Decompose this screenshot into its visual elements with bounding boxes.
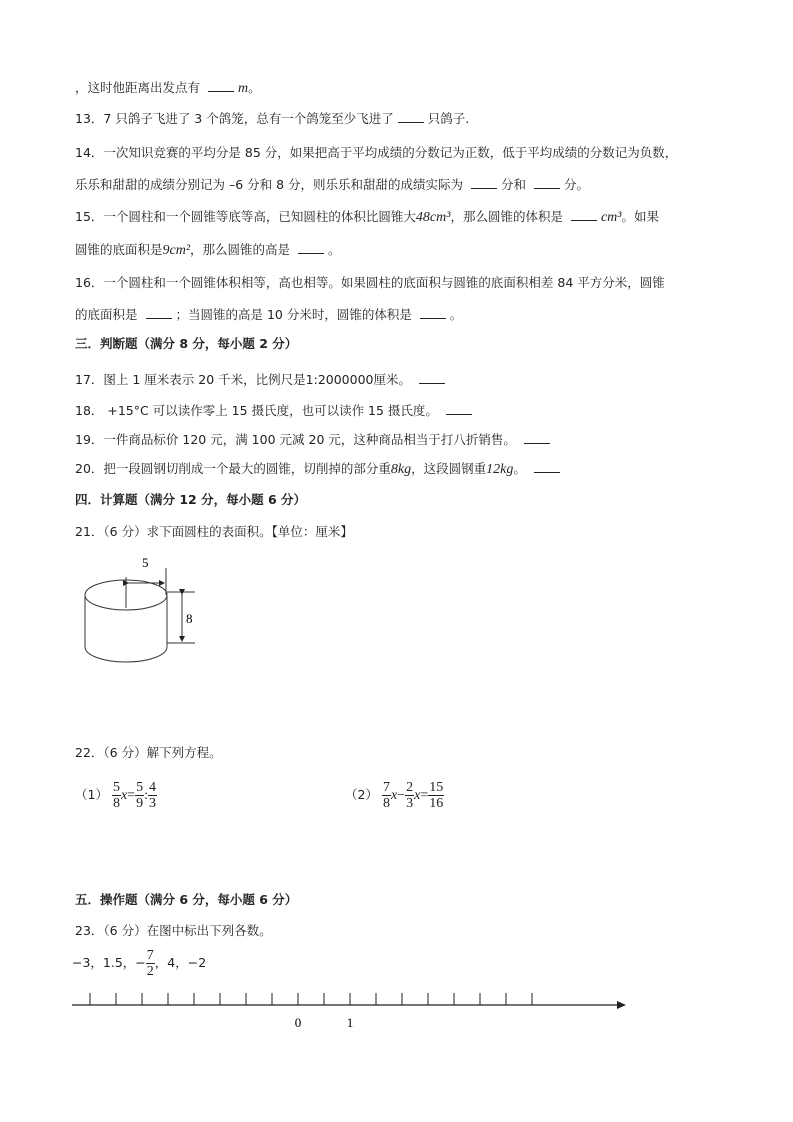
text: 17．图上 1 厘米表示 20 千米，比例尺是1:2000000厘米。 xyxy=(75,372,411,387)
fraction: $\frac{2}{3}$ xyxy=(406,780,414,811)
answer-blank[interactable] xyxy=(571,208,597,221)
text: 13．7 只鸽子飞进了 3 个鸽笼，总有一个鸽笼至少飞进了 xyxy=(75,111,394,126)
text: 分和 xyxy=(501,177,527,192)
label: （2） xyxy=(345,787,378,802)
cylinder-figure xyxy=(70,550,210,665)
text: 。 xyxy=(513,461,526,476)
answer-blank[interactable] xyxy=(419,371,445,384)
answer-blank[interactable] xyxy=(471,176,497,189)
fraction: $\frac{7}{8}$ xyxy=(382,780,390,811)
axis-label-zero: 0 xyxy=(294,1015,302,1030)
question-22: 22．（6 分）解下列方程。 xyxy=(75,745,222,760)
question-15-line1 xyxy=(75,207,659,226)
fraction: $\frac{15}{16}$ xyxy=(429,780,444,811)
question-16-line1: 16．一个圆柱和一个圆锥体积相等，高也相等。如果圆柱的底面积与圆锥的底面积相差 84 平方分米，圆锥 xyxy=(75,275,665,290)
numbers-list xyxy=(72,948,206,979)
question-21: 21．（6 分）求下面圆柱的表面积。【单位：厘米】 xyxy=(75,524,353,539)
fraction: $\frac{4}{3}$ xyxy=(148,780,156,811)
text: 只鸽子. xyxy=(427,111,470,126)
text: 分。 xyxy=(564,177,590,192)
text: ，那么圆锥的高是 xyxy=(190,242,291,257)
text: 18． +15°C 可以读作零上 15 摄氏度，也可以读作 15 摄氏度。 xyxy=(75,403,438,418)
unit: m xyxy=(238,81,249,96)
text: 19．一件商品标价 120 元，满 100 元减 20 元，这种商品相当于打八折销售。 xyxy=(75,432,516,447)
value: 9cm² xyxy=(162,243,191,258)
height-label: 8 xyxy=(186,611,193,626)
question-18 xyxy=(75,401,476,419)
text: 圆锥的底面积是 xyxy=(75,242,163,257)
question-14-line2 xyxy=(75,175,589,193)
text: ，那么圆锥的体积是 xyxy=(450,209,563,224)
section-4-heading: 四．计算题（满分 12 分，每小题 6 分） xyxy=(75,492,307,507)
question-14-line1: 14．一次知识竞赛的平均分是 85 分，如果把高于平均成绩的分数记为正数，低于平均成绩的分数记为负数， xyxy=(75,145,678,160)
question-16-line2 xyxy=(75,305,462,323)
equation-2: （2） $\frac{7}{8}$ x− $\frac{2}{3}$ x= $\frac{15}{16}$ xyxy=(345,780,444,811)
text: 。如果 xyxy=(621,209,659,224)
answer-blank[interactable] xyxy=(146,306,172,319)
answer-blank[interactable] xyxy=(534,460,560,473)
text: ，4，−2 xyxy=(154,955,207,970)
answer-blank[interactable] xyxy=(398,110,424,123)
fraction: $\frac{5}{8}$ xyxy=(112,780,120,811)
answer-blank[interactable] xyxy=(534,176,560,189)
text: 的底面积是 xyxy=(75,307,138,322)
fraction: $\frac{7}{2}$ xyxy=(146,948,154,979)
axis-arrow-icon xyxy=(617,1001,626,1009)
question-23: 23．（6 分）在图中标出下列各数。 xyxy=(75,923,272,938)
section-3-heading: 三．判断题（满分 8 分，每小题 2 分） xyxy=(75,336,298,351)
fraction: $\frac{5}{9}$ xyxy=(136,780,144,811)
text: ，这时他距离出发点有 xyxy=(75,80,201,95)
label: （1） xyxy=(75,787,108,802)
text: 。 xyxy=(328,242,341,257)
section-5-heading: 五．操作题（满分 6 分，每小题 6 分） xyxy=(75,892,298,907)
text: ；当圆锥的高是 10 分米时，圆锥的体积是 xyxy=(175,307,412,322)
value: 48cm³ xyxy=(415,210,451,225)
equation-1: （1） $\frac{5}{8}$ x= $\frac{5}{9}$ : $\frac{4}{3}$ xyxy=(75,780,156,811)
question-19 xyxy=(75,430,554,448)
question-17 xyxy=(75,370,449,388)
question-15-line2 xyxy=(75,240,341,259)
question-20 xyxy=(75,459,564,478)
answer-blank[interactable] xyxy=(208,79,234,92)
text: ，这段圆钢重 xyxy=(411,461,487,476)
value: 8kg xyxy=(390,462,412,477)
unit: cm³ xyxy=(600,210,622,225)
answer-blank[interactable] xyxy=(298,241,324,254)
q12-tail xyxy=(75,78,261,97)
answer-blank[interactable] xyxy=(446,402,472,415)
text: −3，1.5，− xyxy=(72,955,146,970)
value: 12kg xyxy=(486,462,514,477)
radius-label: 5 xyxy=(142,555,149,570)
number-line[interactable] xyxy=(60,985,640,1035)
text: 。 xyxy=(449,307,463,322)
text: 乐乐和甜甜的成绩分别记为 –6 分和 8 分，则乐乐和甜甜的成绩实际为 xyxy=(75,177,464,192)
text: 20．把一段圆钢切削成一个最大的圆锥，切削掉的部分重 xyxy=(75,461,391,476)
text: 。 xyxy=(248,80,261,95)
axis-label-one: 1 xyxy=(346,1015,354,1030)
question-13 xyxy=(75,109,469,127)
answer-blank[interactable] xyxy=(420,306,446,319)
text: 15．一个圆柱和一个圆锥等底等高，已知圆柱的体积比圆锥大 xyxy=(75,209,416,224)
answer-blank[interactable] xyxy=(524,431,550,444)
